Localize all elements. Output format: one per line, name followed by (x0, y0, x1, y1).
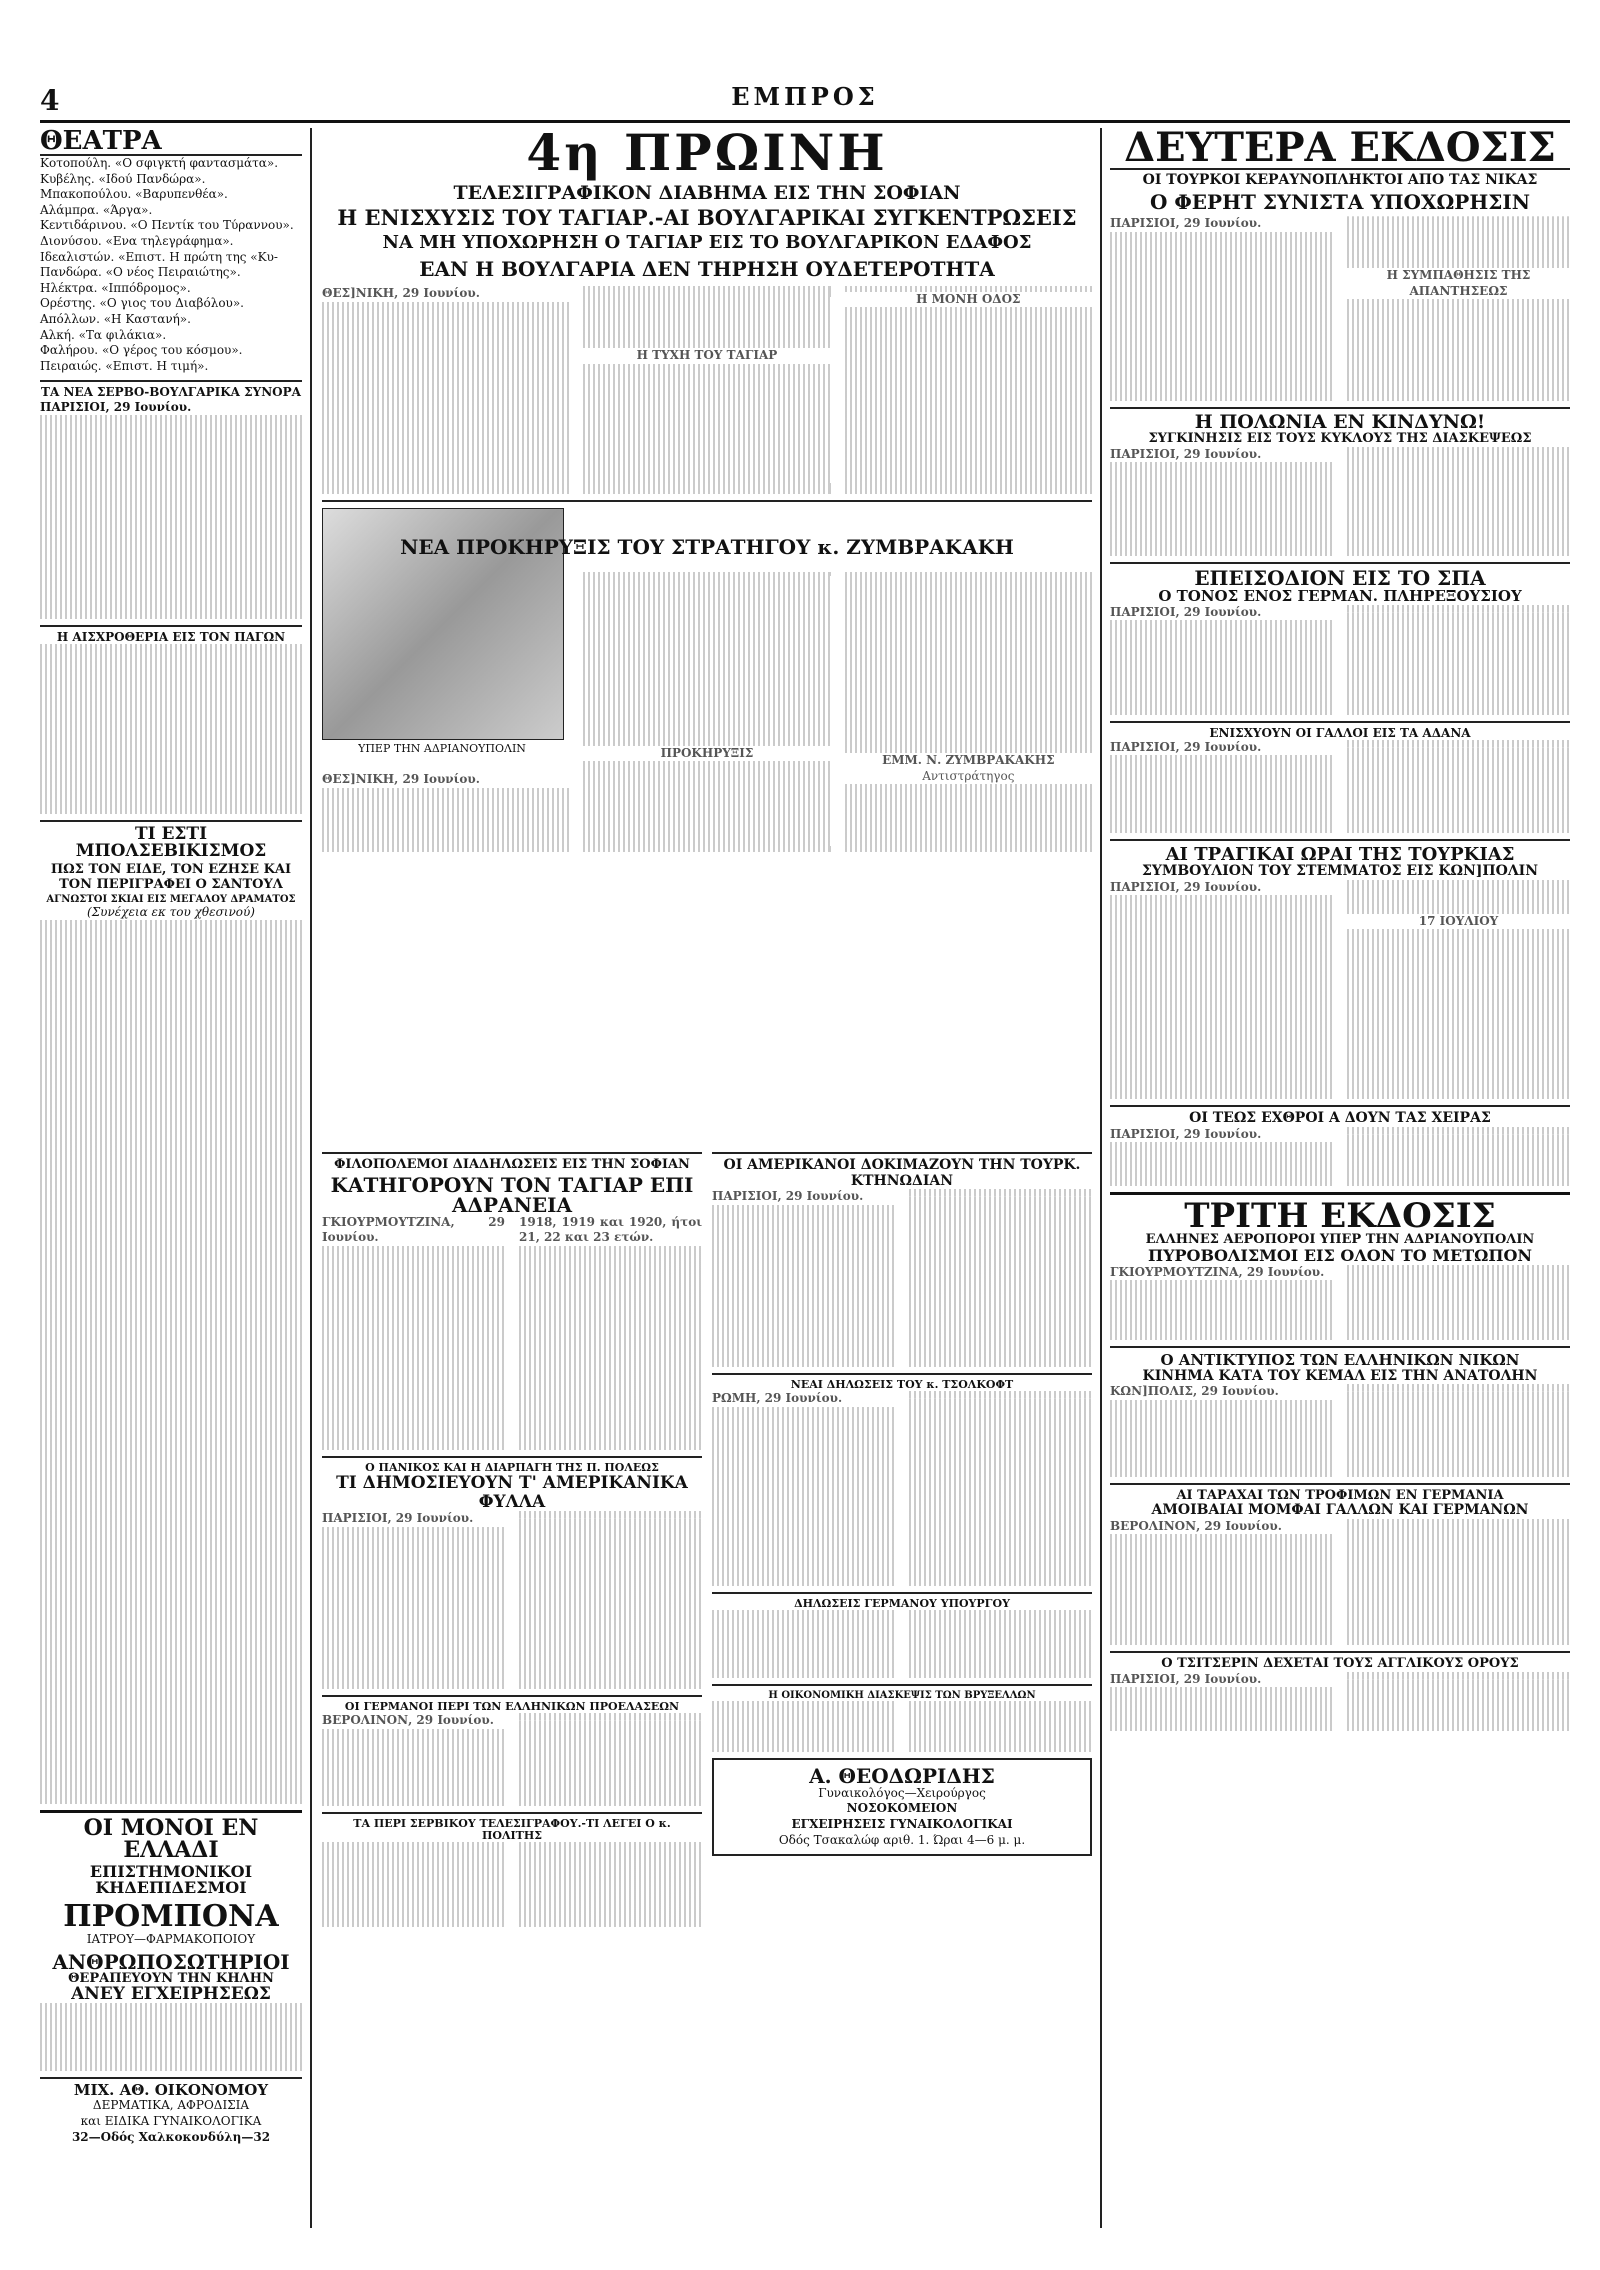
ad-block (40, 1810, 302, 2145)
article-body (1110, 1127, 1570, 1186)
article-title: Ο ΠΑΝΙΚΟΣ ΚΑΙ Η ΔΙΑΡΠΑΓΗ ΤΗΣ Π. ΠΟΛΕΩΣ (365, 1460, 659, 1474)
article-body (712, 1391, 1092, 1586)
theatre-line: Κυβέλης. «Ιδού Πανδώρα». (40, 171, 206, 186)
article-subtitle: ΣΥΜΒΟΥΛΙΟΝ ΤΟΥ ΣΤΕΜΜΑΤΟΣ ΕΙΣ ΚΩΝ]ΠΟΛΙΝ (1141, 863, 1539, 880)
ad-line: και ΕΙΔΙΚΑ ΓΥΝΑΙΚΟΛΟΓΙΚΑ (80, 2113, 262, 2128)
column-rule (1100, 128, 1102, 2228)
article-germany-food (1110, 1483, 1570, 1645)
theatre-line: Φαλήρου. «Ο γέρος του κόσμου». (40, 343, 243, 358)
article-body (1110, 1265, 1570, 1341)
article-subtitle: ΣΥΓΚΙΝΗΣΙΣ ΕΙΣ ΤΟΥΣ ΚΥΚΛΟΥΣ ΤΗΣ ΔΙΑΣΚΕΨΕΩΣ (1148, 431, 1532, 447)
theatre-line: Αλάμπρα. «Άργα». (40, 202, 153, 217)
article-adana (1110, 721, 1570, 833)
dateline: ΘΕΣ]ΝΙΚΗ, 29 Ιουνίου. (322, 772, 480, 787)
article-title: ΤΑ ΠΕΡΙ ΣΕΡΒΙΚΟΥ ΤΕΛΕΣΙΓΡΑΦΟΥ.-ΤΙ ΛΕΓΕΙ Ο κ. ΠΟΛΙΤΗΣ (353, 1816, 671, 1842)
article-subtitle: Η ΜΟΝΗ ΟΔΟΣ (916, 291, 1021, 306)
headline: ΝΑ ΜΗ ΥΠΟΧΩΡΗΣΗ Ο ΤΑΓΙΑΡ ΕΙΣ ΤΟ ΒΟΥΛΓΑΡΙΚΟΝ ΕΔΑΦΟΣ (382, 232, 1032, 253)
article-body (1110, 1384, 1570, 1477)
article-note: (Συνέχεια εκ του χθεσινού) (87, 904, 255, 919)
lower-center-left (322, 1146, 702, 1927)
dateline: ΒΕΡΟΛΙΝΟΝ, 29 Ιουνίου. (322, 1713, 494, 1728)
page-header (40, 80, 1570, 123)
headline: ΕΛΛΗΝΕΣ ΑΕΡΟΠΟΡΟΙ ΥΠΕΡ ΤΗΝ ΑΔΡΙΑΝΟΥΠΟΛΙΝ (1145, 1231, 1535, 1247)
theatre-line: Ηλέκτρα. «Ιππόδρομος». (40, 280, 191, 295)
article-subtitle: ΚΑΤΗΓΟΡΟΥΝ ΤΟΝ ΤΑΓΙΑΡ ΕΠΙ ΑΔΡΑΝΕΙΑ (330, 1172, 694, 1217)
article-subtitle: ΠΡΟΚΗΡΥΞΙΣ (660, 745, 754, 760)
article-body (322, 1713, 702, 1806)
edition-title: 4η ΠΡΩΙΝΗ (526, 123, 888, 182)
dateline: ΠΑΡΙΣΙΟΙ, 29 Ιουνίου. (1110, 739, 1262, 754)
article-pagon (40, 625, 302, 814)
article-title: ΑΙ ΤΡΑΓΙΚΑΙ ΩΡΑΙ ΤΗΣ ΤΟΥΡΚΙΑΣ (1165, 843, 1515, 865)
article-body (322, 1215, 702, 1450)
article-bolshevism (40, 820, 302, 1804)
newspaper-page (40, 80, 1570, 2240)
theatres-list (40, 156, 302, 374)
article-subtitle: ΚΙΝΗΜΑ ΚΑΤΑ ΤΟΥ ΚΕΜΑΛ ΕΙΣ ΤΗΝ ΑΝΑΤΟΛΗΝ (1142, 1367, 1538, 1384)
dateline: ΒΕΡΟΛΙΝΟΝ, 29 Ιουνίου. (1110, 1518, 1282, 1533)
article-title: Ο ΑΝΤΙΚΤΥΠΟΣ ΤΩΝ ΕΛΛΗΝΙΚΩΝ ΝΙΚΩΝ (1160, 1351, 1520, 1370)
right-column (1110, 124, 1570, 1731)
article-title: ΤΙ ΕΣΤΙ ΜΠΟΛΣΕΒΙΚΙΣΜΟΣ (75, 824, 267, 862)
theatre-line: Διονύσου. «Ενα τηλεγράφημα». (40, 233, 234, 248)
left-column (40, 128, 302, 2145)
dateline: ΡΩΜΗ, 29 Ιουνίου. (712, 1390, 843, 1405)
headline: ΤΕΛΕΣΙΓΡΑΦΙΚΟΝ ΔΙΑΒΗΜΑ ΕΙΣ ΤΗΝ ΣΟΦΙΑΝ (453, 182, 961, 204)
ad-subtitle: ΕΠΙΣΤΗΜΟΝΙΚΟΙ ΚΗΔΕΠΙΔΕΣΜΟΙ (89, 1862, 253, 1898)
article-germans (322, 1695, 702, 1806)
article-subtitle: ΑΜΟΙΒΑΙΑΙ ΜΟΜΦΑΙ ΓΑΛΛΩΝ ΚΑΙ ΓΕΡΜΑΝΩΝ (1151, 1502, 1529, 1519)
article-title: Η ΠΟΛΩΝΙΑ ΕΝ ΚΙΝΔΥΝΩ! (1194, 411, 1486, 434)
article-title: ΔΗΛΩΣΕΙΣ ΓΕΡΜΑΝΟΥ ΥΠΟΥΡΓΟΥ (794, 1596, 1010, 1610)
center-column (322, 123, 1092, 1927)
signature-role: Αντιστράτηγος (922, 768, 1015, 783)
column-rule (310, 128, 312, 2228)
ad-name: ΜΙΧ. ΑΘ. ΟΙΚΟΝΟΜΟΥ (40, 2077, 302, 2098)
article-turkey (1110, 839, 1570, 1100)
article-date: 17 ΙΟΥΛΙΟΥ (1418, 913, 1499, 928)
headline: ΕΑΝ Η ΒΟΥΛΓΑΡΙΑ ΔΕΝ ΤΗΡΗΣΗ ΟΥΔΕΤΕΡΟΤΗΤΑ (419, 257, 995, 281)
ad-line: ΕΓΧΕΙΡΗΣΕΙΣ ΓΥΝΑΙΚΟΛΟΓΙΚΑΙ (791, 1817, 1013, 1832)
dateline: ΓΚΙΟΥΡΜΟΥΤΖΙΝΑ, 29 Ιουνίου. (322, 1214, 505, 1245)
article-brussels (712, 1684, 1092, 1752)
ad-name: ΠΡΟΜΠΟΝΑ (63, 1899, 279, 1935)
dateline: ΠΑΡΙΣΙΟΙ, 29 Ιουνίου. (1110, 1671, 1262, 1686)
dateline: ΠΑΡΙΣΙΟΙ, 29 Ιουνίου. (1110, 604, 1262, 619)
page-number: 4 (40, 84, 60, 117)
article-poland (1110, 407, 1570, 556)
article-body (1110, 605, 1570, 715)
lower-center (322, 1146, 1092, 1927)
article-title: ΟΙ ΤΕΩΣ ΕΧΘΡΟΙ Α ΔΟΥΝ ΤΑΣ ΧΕΙΡΑΣ (1189, 1110, 1491, 1127)
dateline: ΠΑΡΙΣΙΟΙ, 29 Ιουνίου. (322, 1511, 474, 1526)
article-title: ΦΙΛΟΠΟΛΕΜΟΙ ΔΙΑΔΗΛΩΣΕΙΣ ΕΙΣ ΤΗΝ ΣΟΦΙΑΝ (334, 1157, 690, 1173)
article-body (1110, 1519, 1570, 1646)
article-title: ΟΙ ΑΜΕΡΙΚΑΝΟΙ ΔΟΚΙΜΑΖΟΥΝ ΤΗΝ ΤΟΥΡΚ. ΚΤΗΝΩΔΙΑΝ (723, 1157, 1081, 1189)
article-title: Ο ΤΣΙΤΣΕΡΙΝ ΔΕΧΕΤΑΙ ΤΟΥΣ ΑΓΓΛΙΚΟΥΣ ΟΡΟΥΣ (1161, 1656, 1519, 1672)
article-body (322, 286, 1092, 494)
article-panic (322, 1456, 702, 1689)
theatres-title: ΘΕΑΤΡΑ (40, 128, 302, 156)
theatre-line: Μπακοπούλου. «Βαρυπενθέα». (40, 187, 228, 202)
article-body (712, 1189, 1092, 1367)
ad-doctor (712, 1758, 1092, 1856)
signature: ΕΜΜ. Ν. ΖΥΜΒΡΑΚΑΚΗΣ (882, 753, 1055, 768)
article-body (1110, 740, 1570, 833)
lower-center-right (712, 1146, 1092, 1927)
theatre-line: Πειραιώς. «Επιστ. Η τιμή». (40, 358, 209, 373)
dateline: ΠΑΡΙΣΙΟΙ, 29 Ιουνίου. (712, 1189, 864, 1204)
article-zymbrakakis (322, 500, 1092, 1146)
theatre-line: Πανδώρα. «Ο νέος Πειραιώτης». (40, 265, 241, 280)
article-americans (712, 1152, 1092, 1367)
article-body (40, 644, 302, 814)
third-edition (1110, 1192, 1570, 1341)
dateline: ΓΚΙΟΥΡΜΟΥΤΖΙΝΑ, 29 Ιουνίου. (1110, 1264, 1325, 1279)
article-title: ΑΙ ΤΑΡΑΧΑΙ ΤΩΝ ΤΡΟΦΙΜΩΝ ΕΝ ΓΕΡΜΑΝΙΑ (1176, 1488, 1504, 1503)
article-body (1110, 447, 1570, 557)
headline: Ο ΦΕΡΗΤ ΣΥΝΙΣΤΑ ΥΠΟΧΩΡΗΣΙΝ (1149, 190, 1530, 215)
article-subtitle: Ο ΤΟΝΟΣ ΕΝΟΣ ΓΕΡΜΑΝ. ΠΛΗΡΕΞΟΥΣΙΟΥ (1158, 587, 1522, 606)
article-body (712, 1701, 1092, 1752)
ad-body (40, 2003, 302, 2071)
ad-title: ΟΙ ΜΟΝΟΙ ΕΝ ΕΛΛΑΔΙ (83, 1815, 259, 1864)
article-body (40, 920, 302, 1804)
dateline: ΠΑΡΙΣΙΟΙ, 29 Ιουνίου. (1110, 446, 1262, 461)
ad-line: 32—Οδός Χαλκοκονδύλη—32 (71, 2129, 271, 2144)
dateline: ΠΑΡΙΣΙΟΙ, 29 Ιουνίου. (1110, 1126, 1262, 1141)
article-body (1110, 880, 1570, 1100)
article-body (712, 1610, 1092, 1678)
article-subtitle: ΠΩΣ ΤΟΝ ΕΙΔΕ, ΤΟΝ ΕΖΗΣΕ ΚΑΙ ΤΟΝ ΠΕΡΙΓΡΑΦΕΙ Ο ΣΑΝΤΟΥΛ (50, 862, 292, 892)
article-serbian (322, 1812, 702, 1927)
theatre-line: Κοτοπούλη. «Ο σφιγκτή φαντασμάτα». (40, 156, 279, 170)
edition-title: ΔΕΥΤΕΡΑ ΕΚΔΟΣΙΣ (1110, 128, 1570, 170)
dateline: ΘΕΣ]ΝΙΚΗ, 29 Ιουνίου. (322, 286, 480, 300)
ad-line: ΔΕΡΜΑΤΙΚΑ, ΑΦΡΟΔΙΣΙΑ (92, 2098, 250, 2113)
theatre-line: Ορέστης. «Ο γιος του Διαβόλου». (40, 296, 244, 311)
article-bulgar-borders (40, 380, 302, 619)
article-subtitle: Η ΤΥΧΗ ΤΟΥ ΤΑΓΙΑΡ (636, 348, 778, 363)
headline: ΟΙ ΤΟΥΡΚΟΙ ΚΕΡΑΥΝΟΠΛΗΚΤΟΙ ΑΠΟ ΤΑΣ ΝΙΚΑΣ (1142, 172, 1538, 188)
article-title: ΝΕΑΙ ΔΗΛΩΣΕΙΣ ΤΟΥ κ. ΤΣΟΛΚΟΦΤ (790, 1377, 1014, 1391)
article-spa (1110, 562, 1570, 714)
theatre-line: Απόλλων. «Η Καστανή». (40, 311, 191, 326)
article-body (322, 1842, 702, 1927)
dateline: ΠΑΡΙΣΙΟΙ, 29 Ιουνίου. (1110, 879, 1262, 894)
dateline: ΠΑΡΙΣΙΟΙ, 29 Ιουνίου. (1110, 216, 1262, 231)
ad-line: Γυναικολόγος—Χειρούργος (818, 1785, 986, 1800)
article-body (1110, 1672, 1570, 1731)
headline: Η ΕΝΙΣΧΥΣΙΣ ΤΟΥ ΤΑΓΙΑΡ.-ΑΙ ΒΟΥΛΓΑΡΙΚΑΙ ΣΥΓΚΕΝΤΡΩΣΕΙΣ (337, 205, 1077, 230)
ad-role: ΙΑΤΡΟΥ—ΦΑΡΜΑΚΟΠΟΙΟΥ (86, 1932, 256, 1947)
headline: ΠΥΡΟΒΟΛΙΣΜΟΙ ΕΙΣ ΟΛΟΝ ΤΟ ΜΕΤΩΠΟΝ (1147, 1245, 1533, 1265)
ad-subtitle: ΑΝΕΥ ΕΓΧΕΙΡΗΣΕΩΣ (71, 1984, 271, 2005)
ad-line: Οδός Τσακαλώφ αριθ. 1. Ώραι 4—6 μ. μ. (778, 1832, 1026, 1847)
article-subtitle: ΑΓΝΩΣΤΟΙ ΣΚΙΑΙ ΕΙΣ ΜΕΓΑΛΟΥ ΔΡΑΜΑΤΟΣ (46, 893, 296, 905)
theatre-line: Κεντιδάρινου. «Ο Πεντίκ του Τύραννου». (40, 218, 294, 233)
photo-caption: ΥΠΕΡ ΤΗΝ ΑΔΡΙΑΝΟΥΠΟΛΙΝ (358, 742, 526, 756)
article-tsitserin (1110, 1651, 1570, 1730)
article-title: Η ΟΙΚΟΝΟΜΙΚΗ ΔΙΑΣΚΕΨΙΣ ΤΩΝ ΒΡΥΞΕΛΛΩΝ (768, 1689, 1036, 1701)
ad-subtitle: ΘΕΡΑΠΕΥΟΥΝ ΤΗΝ ΚΗΛΗΝ (68, 1971, 274, 1987)
article-german-minister (712, 1592, 1092, 1678)
article-enemies (1110, 1105, 1570, 1185)
article-title: ΟΙ ΓΕΡΜΑΝΟΙ ΠΕΡΙ ΤΩΝ ΕΛΛΗΝΙΚΩΝ ΠΡΟΕΛΑΣΕΩΝ (344, 1700, 680, 1714)
article-body (1110, 216, 1570, 401)
theatre-line: Αλκή. «Τα φιλάκια». (40, 327, 167, 342)
article-body (322, 572, 1092, 852)
article-title: ΤΑ ΝΕΑ ΣΕΡΒΟ-ΒΟΥΛΓΑΡΙΚΑ ΣΥΝΟΡΑ (41, 385, 301, 400)
edition-title: ΤΡΙΤΗ ΕΚΔΟΣΙΣ (1184, 1195, 1496, 1236)
article-title: ΕΠΕΙΣΟΔΙΟΝ ΕΙΣ ΤΟ ΣΠΑ (1194, 566, 1486, 591)
article-subtitle: ΤΙ ΔΗΜΟΣΙΕΥΟΥΝ Τ' ΑΜΕΡΙΚΑΝΙΚΑ ΦΥΛΛΑ (336, 1472, 688, 1512)
article-title: ΕΝΙΣΧΥΟΥΝ ΟΙ ΓΑΛΛΟΙ ΕΙΣ ΤΑ ΑΔΑΝΑ (1209, 725, 1471, 740)
dateline: ΠΑΡΙΣΙΟΙ, 29 Ιουνίου. (40, 399, 192, 414)
masthead: ΕΜΠΡΟΣ (731, 82, 879, 111)
article-subtitle: Η ΣΥΜΠΑΘΗΣΙΣ ΤΗΣ ΑΠΑΝΤΗΣΕΩΣ (1386, 268, 1531, 298)
theatre-line: Ιδεαλιστών. «Επιστ. Η πρώτη της «Κυ- (40, 249, 278, 264)
article-tsolkow (712, 1373, 1092, 1586)
article-title: ΝΕΑ ΠΡΟΚΗΡΥΞΙΣ ΤΟΥ ΣΤΡΑΤΗΓΟΥ κ. ΖΥΜΒΡΑΚΑΚΗ (400, 535, 1014, 560)
article-title: Η ΑΙΣΧΡΟΘΕΡΙΑ ΕΙΣ ΤΟΝ ΠΑΓΩΝ (56, 630, 286, 645)
article-body (322, 1511, 702, 1689)
article-sofia (322, 1152, 702, 1449)
article-kemal (1110, 1346, 1570, 1477)
ad-title: ΑΝΘΡΩΠΟΣΩΤΗΡΙΟΙ (52, 1950, 290, 1975)
article-highlight: 1918, 1919 και 1920, ήτοι 21, 22 και 23 ετών. (519, 1214, 702, 1245)
ad-line: ΝΟΣΟΚΟΜΕΙΟΝ (846, 1801, 958, 1816)
dateline: ΚΩΝ]ΠΟΛΙΣ, 29 Ιουνίου. (1110, 1384, 1279, 1399)
ad-name: Α. ΘΕΟΔΩΡΙΔΗΣ (809, 1763, 995, 1788)
article-body (40, 415, 302, 619)
